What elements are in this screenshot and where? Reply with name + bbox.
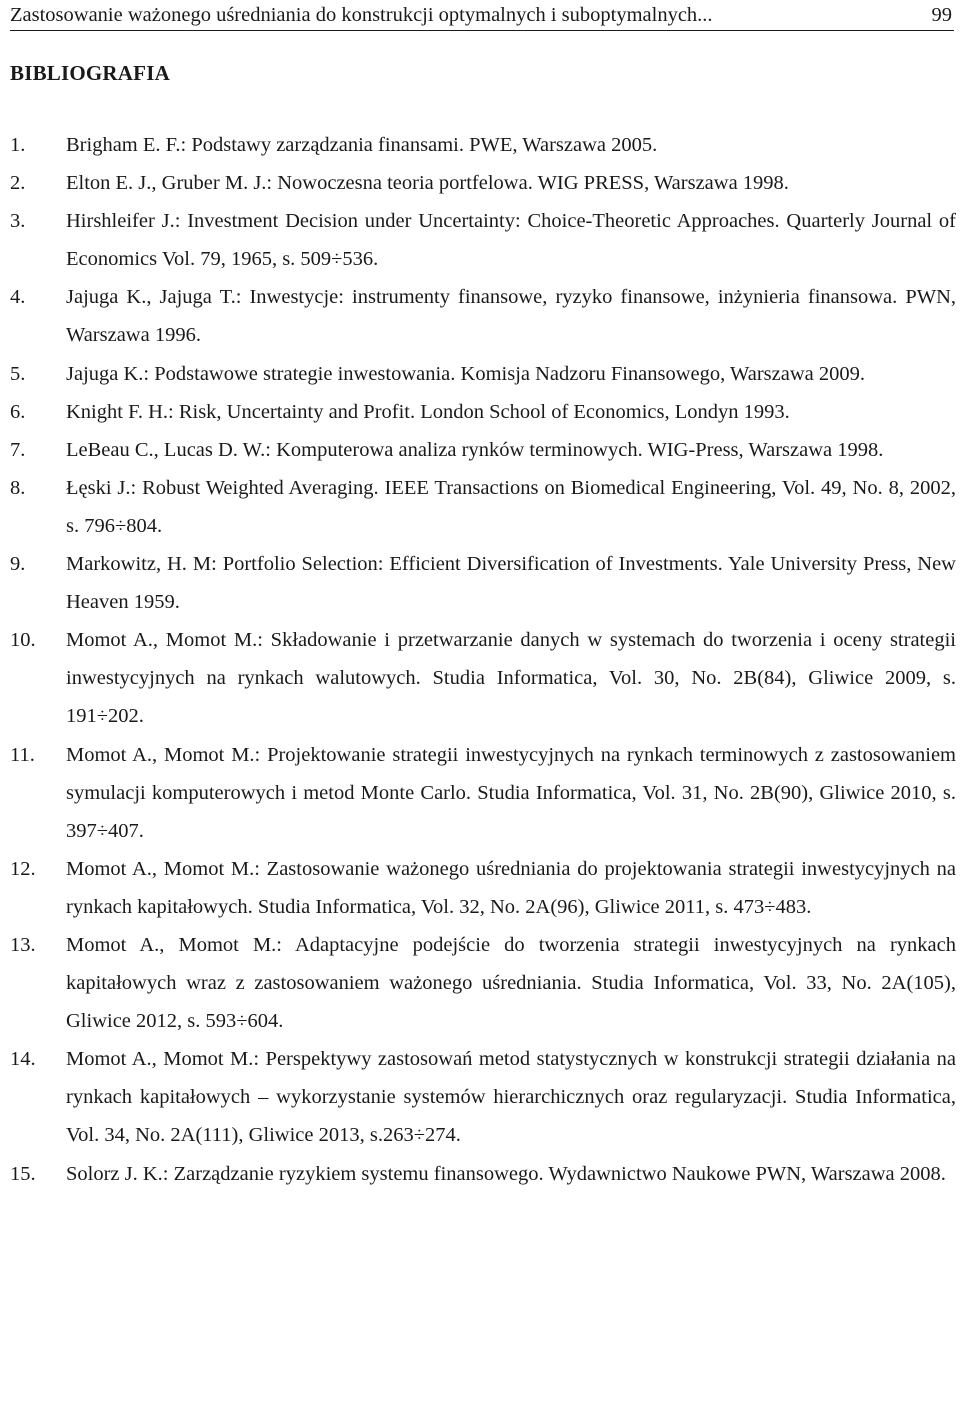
reference-text: Hirshleifer J.: Investment Decision under Uncertainty: Choice-Theoretic Approaches. Quarterly Journal of Economics Vol. 79, 1965, s. 509÷536. [66,210,956,271]
reference-item [0,545,956,621]
reference-item [0,278,956,354]
reference-item [0,164,956,202]
reference-item [0,850,956,926]
reference-number: 14. [10,1048,36,1071]
reference-list [0,126,956,1193]
reference-text: Momot A., Momot M.: Adaptacyjne podejście do tworzenia strategii inwestycyjnych na rynkach kapitałowych wraz z zastosowaniem ważonego uśredniania. Studia Informatica, Vol. 33, No. 2A(105), Gliwice 2012, s. 593÷604. [66,933,956,1033]
reference-number: 15. [10,1162,36,1185]
reference-number: 6. [10,400,26,423]
reference-text: Momot A., Momot M.: Projektowanie strategii inwestycyjnych na rynkach terminowych z zastosowaniem symulacji komputerowych i metod Monte Carlo. Studia Informatica, Vol. 31, No. 2B(90), Gliwice 2010, s. 397÷407. [66,743,956,842]
reference-number: 11. [10,743,35,766]
reference-text: Solorz J. K.: Zarządzanie ryzykiem systemu finansowego. Wydawnictwo Naukowe PWN, Warszawa 2008. [66,1162,946,1185]
running-title: Zastosowanie ważonego uśredniania do konstrukcji optymalnych i suboptymalnych... [10,4,713,26]
reference-text: LeBeau C., Lucas D. W.: Komputerowa analiza rynków terminowych. WIG-Press, Warszawa 1998. [66,438,884,461]
reference-text: Jajuga K.: Podstawowe strategie inwestowania. Komisja Nadzoru Finansowego, Warszawa 2009. [66,362,865,385]
reference-item [0,355,956,393]
reference-item [0,202,956,278]
reference-text: Momot A., Momot M.: Składowanie i przetwarzanie danych w systemach do tworzenia i oceny strategii inwestycyjnych na rynkach walutowych. Studia Informatica, Vol. 30, No. 2B(84), Gliwice 2009, s. 191÷202. [66,629,956,728]
reference-number: 3. [10,210,26,233]
reference-item [0,1040,956,1154]
reference-number: 9. [10,553,26,576]
reference-item [0,126,956,164]
reference-item [0,1155,956,1193]
reference-item [0,431,956,469]
reference-text: Momot A., Momot M.: Zastosowanie ważonego uśredniania do projektowania strategii inwestycyjnych na rynkach kapitałowych. Studia Informatica, Vol. 32, No. 2A(96), Gliwice 2011, s. 473÷483. [66,857,956,918]
section-title: BIBLIOGRAFIA [10,61,170,85]
reference-number: 1. [10,134,26,156]
reference-number: 7. [10,438,26,461]
running-header [10,0,954,31]
reference-item [0,736,956,850]
reference-number: 4. [10,286,26,309]
reference-number: 8. [10,476,26,499]
reference-number: 10. [10,629,36,652]
reference-number: 13. [10,933,36,956]
reference-item [0,469,956,545]
reference-item [0,393,956,431]
reference-text: Momot A., Momot M.: Perspektywy zastosowań metod statystycznych w konstrukcji strategii działania na rynkach kapitałowych – wykorzystanie systemów hierarchicznych oraz regularyzacji. Studia Informatica, Vol. 34, No. 2A(111), Gliwice 2013, s.263÷274. [66,1048,956,1147]
reference-number: 5. [10,362,26,385]
page-number: 99 [931,4,952,26]
reference-text: Jajuga K., Jajuga T.: Inwestycje: instrumenty finansowe, ryzyko finansowe, inżynieria finansowa. PWN, Warszawa 1996. [66,286,956,347]
reference-text: Markowitz, H. M: Portfolio Selection: Efficient Diversification of Investments. Yale University Press, New Heaven 1959. [66,553,956,614]
reference-item [0,926,956,1040]
reference-number: 12. [10,857,36,880]
reference-number: 2. [10,172,26,195]
reference-text: Brigham E. F.: Podstawy zarządzania finansami. PWE, Warszawa 2005. [66,134,658,156]
reference-item [0,621,956,735]
reference-text: Elton E. J., Gruber M. J.: Nowoczesna teoria portfelowa. WIG PRESS, Warszawa 1998. [66,172,789,195]
reference-text: Knight F. H.: Risk, Uncertainty and Profit. London School of Economics, Londyn 1993. [66,400,790,423]
reference-text: Łęski J.: Robust Weighted Averaging. IEEE Transactions on Biomedical Engineering, Vol. 49, No. 8, 2002, s. 796÷804. [66,476,956,537]
